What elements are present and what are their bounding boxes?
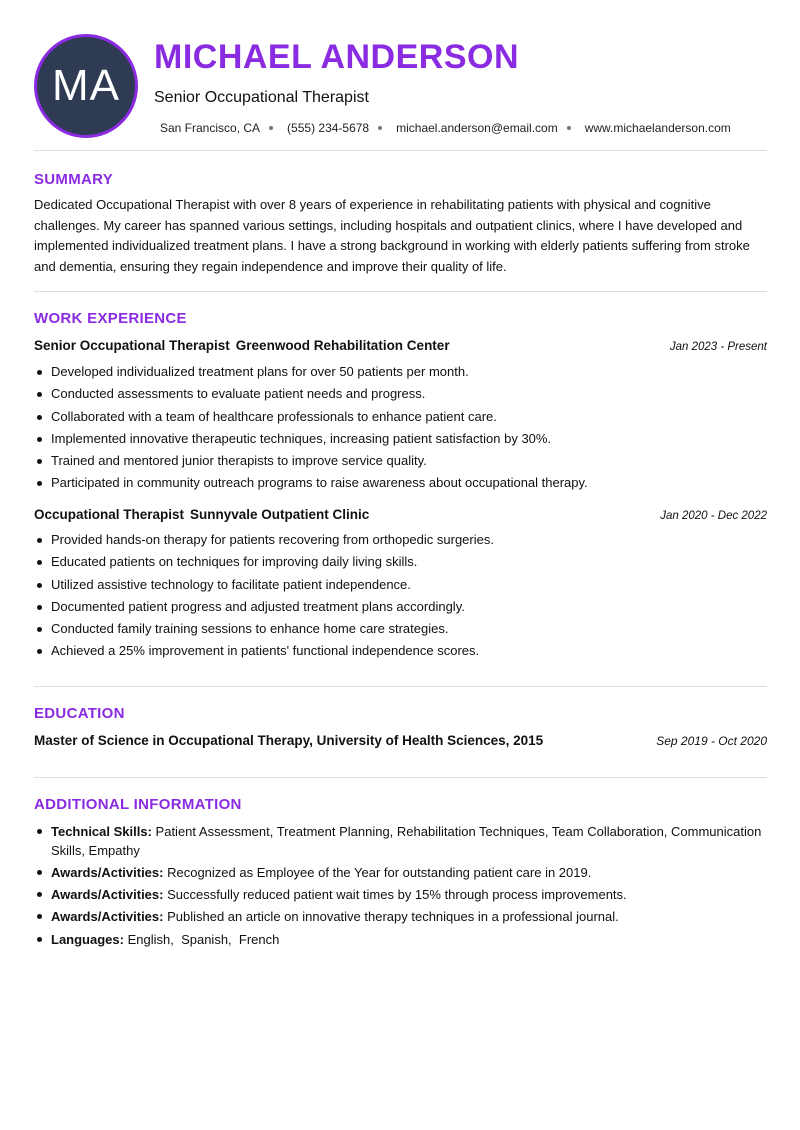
- contact-website[interactable]: www.michaelanderson.com: [584, 121, 731, 135]
- education-entry: [34, 733, 767, 748]
- contact-bar: [160, 121, 731, 135]
- job-bullets: [34, 529, 767, 663]
- job-bullets: [34, 361, 767, 495]
- section-divider: [34, 777, 767, 778]
- separator-dot: [378, 126, 382, 130]
- job-company: Sunnyvale Outpatient Clinic: [190, 507, 370, 522]
- list-item: [34, 907, 767, 926]
- list-item: [34, 863, 767, 882]
- list-item: Utilized assistive technology to facilitate patient independence.: [34, 574, 767, 596]
- section-divider: [34, 686, 767, 687]
- list-item: Trained and mentored junior therapists to improve service quality.: [34, 450, 767, 472]
- list-item: Documented patient progress and adjusted treatment plans accordingly.: [34, 596, 767, 618]
- avatar-initials: MA: [52, 61, 120, 110]
- separator-dot: [269, 126, 273, 130]
- job-dates: Jan 2023 - Present: [669, 341, 767, 353]
- list-item: Educated patients on techniques for improving daily living skills.: [34, 551, 767, 573]
- avatar: [34, 34, 138, 138]
- job-title-line: [34, 338, 450, 353]
- item-text: Successfully reduced patient wait times by 15% through process improvements.: [167, 887, 627, 902]
- experience-heading: WORK EXPERIENCE: [34, 310, 187, 327]
- item-label: Awards/Activities:: [51, 909, 164, 924]
- summary-heading: SUMMARY: [34, 171, 114, 188]
- contact-location: San Francisco, CA: [160, 121, 261, 135]
- item-text: Patient Assessment, Treatment Planning, Rehabilitation Techniques, Team Collaboration, Communication Skills, Empathy: [51, 824, 762, 858]
- job-title-line: [34, 507, 369, 522]
- education-dates: Sep 2019 - Oct 2020: [656, 734, 767, 748]
- job-header: [34, 507, 767, 522]
- list-item: Developed individualized treatment plans for over 50 patients per month.: [34, 361, 767, 383]
- candidate-title: Senior Occupational Therapist: [154, 89, 369, 106]
- education-degree: Master of Science in Occupational Therapy, University of Health Sciences, 2015: [34, 733, 544, 748]
- item-label: Awards/Activities:: [51, 887, 164, 902]
- list-item: Participated in community outreach programs to raise awareness about occupational therapy.: [34, 472, 767, 494]
- list-item: Conducted assessments to evaluate patient needs and progress.: [34, 383, 767, 405]
- candidate-name: MICHAEL ANDERSON: [154, 38, 520, 76]
- job-header: [34, 338, 767, 353]
- job-company: Greenwood Rehabilitation Center: [235, 338, 450, 353]
- section-divider: [34, 150, 767, 151]
- job-role: Senior Occupational Therapist: [34, 338, 230, 353]
- list-item: Implemented innovative therapeutic techniques, increasing patient satisfaction by 30%.: [34, 428, 767, 450]
- item-label: Technical Skills:: [51, 824, 152, 839]
- item-text: Recognized as Employee of the Year for outstanding patient care in 2019.: [167, 865, 592, 880]
- job-dates: Jan 2020 - Dec 2022: [660, 510, 767, 522]
- list-item: Provided hands-on therapy for patients recovering from orthopedic surgeries.: [34, 529, 767, 551]
- list-item: Conducted family training sessions to enhance home care strategies.: [34, 618, 767, 640]
- list-item: Achieved a 25% improvement in patients' functional independence scores.: [34, 640, 767, 662]
- contact-email[interactable]: michael.anderson@email.com: [396, 121, 558, 135]
- additional-heading: ADDITIONAL INFORMATION: [34, 796, 242, 813]
- job-role: Occupational Therapist: [34, 507, 185, 522]
- list-item: [34, 930, 767, 949]
- item-text: Published an article on innovative therapy techniques in a professional journal.: [167, 909, 619, 924]
- contact-phone: (555) 234-5678: [287, 121, 370, 135]
- education-heading: EDUCATION: [34, 705, 125, 722]
- summary-text: Dedicated Occupational Therapist with over 8 years of experience in rehabilitating patients with physical and cognitive challenges. My career has spanned various settings, including hospitals and outpatient clinics, where I have developed and implemented individualized treatment plans. I have a strong background in working with elderly patients suffering from stroke and dementia, ensuring they regain independence and improve their quality of life.: [34, 197, 750, 274]
- additional-list: [34, 822, 767, 952]
- item-label: Languages:: [51, 932, 124, 947]
- list-item: Collaborated with a team of healthcare professionals to enhance patient care.: [34, 406, 767, 428]
- item-label: Awards/Activities:: [51, 865, 164, 880]
- section-divider: [34, 291, 767, 292]
- separator-dot: [567, 126, 571, 130]
- list-item: [34, 885, 767, 904]
- item-text: English, Spanish, French: [127, 932, 280, 947]
- list-item: [34, 822, 767, 860]
